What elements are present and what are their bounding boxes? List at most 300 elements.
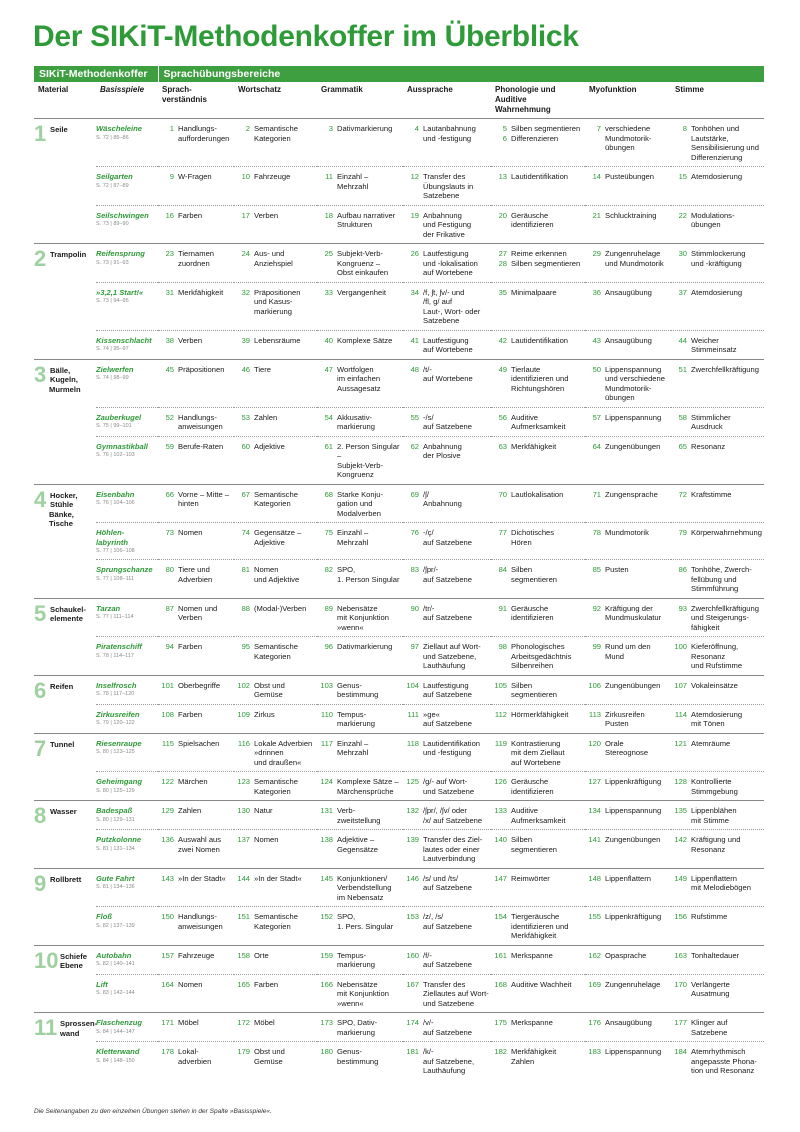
exercise <box>234 442 317 452</box>
exercise-cell <box>317 974 403 1013</box>
game-cell <box>96 436 158 484</box>
material-name: Seile <box>50 125 68 134</box>
exercise-cell <box>317 704 403 733</box>
exercise-number: 106 <box>588 680 602 690</box>
material-number: 10 <box>34 947 59 973</box>
exercise-text: Obst und Gemüse <box>254 680 285 699</box>
exercise-number: 126 <box>494 777 508 786</box>
exercise-cell <box>403 407 491 436</box>
exercise <box>491 835 585 854</box>
exercise <box>317 681 403 700</box>
exercise <box>234 1018 317 1028</box>
game-name: Lift <box>96 979 108 989</box>
exercise-text: Tempus- markierung <box>337 709 375 728</box>
exercise-cell <box>403 523 491 560</box>
exercise-number: 142 <box>674 835 688 844</box>
exercise-cell <box>585 436 671 484</box>
exercise-number: 51 <box>678 364 688 374</box>
exercise-number: 130 <box>237 806 251 815</box>
exercise-cell <box>671 282 764 330</box>
game-cell <box>96 974 158 1013</box>
exercise-cell <box>491 637 585 676</box>
exercise <box>158 211 234 221</box>
exercise-text: Auswahl aus zwei Nomen <box>178 835 222 854</box>
exercise <box>491 912 585 941</box>
material-cell <box>34 244 96 360</box>
exercise-number: 44 <box>678 335 688 345</box>
exercise <box>671 874 764 893</box>
game-cell <box>96 868 158 907</box>
game-name: Geheimgang <box>96 777 142 786</box>
exercise <box>234 642 317 661</box>
game-name: Seilgarten <box>96 172 133 181</box>
exercise-number: 176 <box>588 1018 602 1027</box>
material-name: Wasser <box>50 807 77 816</box>
exercise-text: Subjekt-Verb- Kongruenz – Obst einkaufen <box>337 249 389 277</box>
exercise-text: Ansaugübung <box>605 335 652 345</box>
exercise <box>317 124 403 134</box>
exercise <box>671 365 764 375</box>
exercise <box>585 124 671 153</box>
exercise-text: Lippenblähen mit Stimme <box>691 806 737 825</box>
exercise-text: Auditive Wachheit <box>511 979 572 989</box>
exercise-number: 132 <box>406 806 420 815</box>
exercise-cell <box>403 330 491 359</box>
exercise <box>158 1018 234 1028</box>
exercise-text: Möbel <box>178 1018 199 1027</box>
material-number: 6 <box>34 677 47 703</box>
exercise-text: Einzahl – Mehrzahl <box>337 528 369 547</box>
exercise <box>403 835 491 864</box>
exercise-cell <box>158 436 234 484</box>
exercise-number: 45 <box>165 364 175 374</box>
exercise-cell <box>671 945 764 974</box>
game-name: Floß <box>96 912 113 921</box>
exercise <box>234 874 317 884</box>
exercise <box>585 565 671 575</box>
exercise-number: 19 <box>410 210 420 220</box>
exercise-text: Minimalpaare <box>511 287 557 297</box>
exercise-number: 165 <box>237 979 251 989</box>
exercise-text: Zungenübungen <box>605 680 661 690</box>
exercise-text: Merkspanne <box>511 1018 553 1027</box>
exercise <box>317 642 403 652</box>
exercise-text: Verben <box>254 210 279 220</box>
game-pages: S. 75 | 99–101 <box>96 423 132 429</box>
exercise-cell <box>585 945 671 974</box>
exercise-cell <box>234 359 317 407</box>
exercise-text: SPO, 1. Pers. Singular <box>337 912 394 931</box>
game-cell <box>96 244 158 283</box>
exercise-text: Möbel <box>254 1018 275 1027</box>
exercise-number: 33 <box>324 287 334 297</box>
exercise-cell <box>671 868 764 907</box>
exercise-cell <box>585 801 671 830</box>
material-name: Bälle, Kugeln, Murmeln <box>49 365 81 394</box>
exercise-text: Lokale Adverbien »drinnen und draußen« <box>254 738 313 767</box>
exercise-number: 184 <box>674 1047 688 1056</box>
exercise-text: Dativmarkierung <box>337 124 393 133</box>
exercise-cell <box>234 637 317 676</box>
exercise-cell <box>234 704 317 733</box>
game-name: Flaschenzug <box>96 1018 142 1027</box>
table-row <box>34 523 764 560</box>
exercise-cell <box>491 945 585 974</box>
exercise <box>585 1047 671 1057</box>
exercise <box>158 710 234 720</box>
exercise-number: 91 <box>498 603 508 613</box>
exercise-number: 38 <box>165 335 175 345</box>
exercise-number: 98 <box>498 642 508 651</box>
exercise-text: Merkfähigkeit <box>511 441 557 451</box>
exercise-cell <box>158 484 234 523</box>
exercise-cell <box>234 1042 317 1080</box>
exercise-text: Lautlokalisation <box>511 489 564 499</box>
exercise-number: 119 <box>494 738 508 748</box>
exercise-number: 148 <box>588 873 602 883</box>
exercise-number: 11 <box>325 172 334 181</box>
exercise-cell <box>585 733 671 772</box>
exercise <box>317 490 403 519</box>
exercise <box>585 249 671 268</box>
exercise-number: 68 <box>324 489 334 499</box>
exercise-number: 122 <box>161 777 175 786</box>
exercise-cell <box>317 436 403 484</box>
exercise <box>671 912 764 922</box>
exercise-text: Ansaugübung <box>605 287 652 297</box>
exercise-number: 180 <box>320 1047 334 1056</box>
exercise-text: W-Fragen <box>178 172 212 181</box>
exercise-cell <box>403 733 491 772</box>
exercise-cell <box>158 119 234 167</box>
exercise-cell <box>491 733 585 772</box>
exercise-text: Wortfolgen im einfachen Aussagesatz <box>337 364 381 393</box>
column-header: Basisspiele <box>96 82 158 119</box>
exercise-cell <box>671 523 764 560</box>
exercise-cell <box>403 167 491 206</box>
exercise-text: Zungenruhelage <box>605 979 661 989</box>
exercise <box>491 739 585 768</box>
exercise-text: Präpositionen <box>178 364 225 374</box>
exercise <box>158 604 234 623</box>
game-cell <box>96 598 158 637</box>
exercise-text: Handlungs- anweisungen <box>178 912 223 931</box>
exercise <box>234 565 317 584</box>
game-cell <box>96 119 158 167</box>
exercise-cell <box>585 560 671 599</box>
exercise <box>317 604 403 633</box>
exercise-number: 50 <box>592 364 602 374</box>
exercise-number: 154 <box>494 912 508 921</box>
exercise-number: 12 <box>410 172 420 181</box>
table-row <box>34 907 764 946</box>
exercise-number: 170 <box>674 979 688 989</box>
exercise-number: 58 <box>678 412 688 422</box>
exercise <box>491 642 585 671</box>
game-name: Gute Fahrt <box>96 873 135 883</box>
exercise-number: 175 <box>494 1018 508 1027</box>
exercise-number: 71 <box>592 489 602 499</box>
exercise <box>585 681 671 691</box>
exercise-text: -/s/ auf Satzebene <box>423 412 472 431</box>
exercise-cell <box>585 330 671 359</box>
exercise-text: Komplexe Sätze <box>337 335 393 345</box>
exercise-text: Zwerchfellkräftigung und Steigerungs- fähigkeit <box>691 603 759 632</box>
exercise-cell <box>585 484 671 523</box>
game-name: Piratenschiff <box>96 642 142 651</box>
exercise <box>491 172 585 182</box>
material-number: 1 <box>34 121 47 146</box>
exercise-cell <box>491 830 585 869</box>
exercise-text: Einzahl – Mehrzahl <box>337 172 369 191</box>
exercise <box>403 565 491 584</box>
exercise-text: Auditive Aufmerksamkeit <box>511 412 566 431</box>
exercise-cell <box>671 167 764 206</box>
material-number: 11 <box>34 1015 58 1040</box>
exercise-number: 69 <box>410 489 420 499</box>
exercise-number: 56 <box>498 412 508 422</box>
exercise-cell <box>158 801 234 830</box>
exercise <box>403 912 491 931</box>
exercise <box>671 739 764 749</box>
exercise <box>158 912 234 931</box>
exercise <box>491 980 585 990</box>
exercise-number: 25 <box>324 249 334 258</box>
exercise <box>671 249 764 268</box>
game-pages: S. 73 | 91–93 <box>96 259 129 266</box>
game-pages: S. 78 | 114–117 <box>96 652 134 659</box>
exercise-text: verschiedene Mundmotorik- übungen <box>605 124 652 152</box>
exercise <box>234 681 317 700</box>
exercise-cell <box>158 359 234 407</box>
exercise <box>491 413 585 432</box>
exercise <box>158 980 234 990</box>
exercise-number: 7 <box>596 124 602 133</box>
exercise-cell <box>671 907 764 946</box>
exercise-number: 168 <box>494 979 508 989</box>
exercise-cell <box>234 484 317 523</box>
game-name: Putzkolonne <box>96 835 142 844</box>
exercise <box>585 710 671 729</box>
exercise-number: 96 <box>324 642 334 651</box>
exercise-cell <box>158 523 234 560</box>
exercise-number: 83 <box>410 565 420 574</box>
exercise-text: Ziellaut auf Wort- und Satzebene, Lauthäufung <box>423 642 481 670</box>
exercise-text: Lippenspannung <box>605 412 662 422</box>
game-pages: S. 73 | 94–95 <box>96 298 129 304</box>
exercise-text: Fahrzeuge <box>178 950 215 960</box>
exercise <box>491 565 585 584</box>
exercise-number: 26 <box>410 249 420 258</box>
exercise <box>403 806 491 825</box>
exercise-number: 81 <box>241 565 251 574</box>
exercise-text: Differenzieren <box>511 133 559 143</box>
column-header: Sprach- verständnis <box>158 82 234 119</box>
exercise-number: 97 <box>410 642 420 651</box>
column-header: Phonologie und Auditive Wahrnehmung <box>491 82 585 119</box>
exercise <box>491 211 585 230</box>
exercise-text: Konjunktionen/ Verbendstellung im Nebensatz <box>337 873 392 902</box>
exercise <box>317 835 403 854</box>
exercise-cell <box>234 907 317 946</box>
header-band-left: SIKiT-Methodenkoffer <box>34 66 158 82</box>
exercise-number: 177 <box>674 1018 688 1027</box>
exercise <box>491 710 585 720</box>
exercise <box>158 528 234 538</box>
exercise-number: 3 <box>328 124 334 133</box>
exercise-text: Weicher Stimmeinsatz <box>691 335 737 354</box>
exercise-cell <box>491 244 585 283</box>
exercise-cell <box>317 330 403 359</box>
material-name: Hocker, Stühle Bänke, Tische <box>49 490 78 528</box>
table-row <box>34 1042 764 1080</box>
exercise <box>403 1047 491 1076</box>
exercise <box>491 490 585 500</box>
game-name: Zauberkugel <box>96 412 142 422</box>
exercise-number: 162 <box>588 950 602 960</box>
exercise-number: 65 <box>678 441 688 451</box>
exercise <box>158 249 234 268</box>
exercise-cell <box>317 484 403 523</box>
exercise-number: 150 <box>161 912 175 921</box>
material-name: Tunnel <box>50 739 75 749</box>
game-pages: S. 74 | 95–97 <box>96 346 129 352</box>
exercise-text: Tonhöhe, Zwerch- fellübung und Stimmführung <box>691 565 752 593</box>
game-name: Seilschwingen <box>96 210 149 220</box>
column-header: Wortschatz <box>234 82 317 119</box>
exercise-text: Nomen <box>178 528 203 537</box>
exercise-number: 77 <box>498 528 508 537</box>
exercise-text: Tempus- markierung <box>337 950 375 969</box>
exercise-text: Lippenkräftigung <box>605 777 662 786</box>
exercise-cell <box>234 436 317 484</box>
exercise <box>317 874 403 903</box>
exercise-text: Lokal- adverbien <box>178 1047 212 1066</box>
exercise-cell <box>317 733 403 772</box>
exercise-text: Handlungs- anweisungen <box>178 412 223 431</box>
exercise-number: 66 <box>165 489 175 499</box>
exercise <box>585 806 671 816</box>
exercise-number: 109 <box>237 709 251 719</box>
exercise-number: 135 <box>674 806 688 815</box>
exercise-number: 111 <box>407 709 420 719</box>
exercise <box>403 124 491 143</box>
exercise-text: Kontrastierung mit dem Ziellaut auf Wortebene <box>511 738 565 767</box>
exercise-number: 80 <box>165 565 175 574</box>
exercise <box>158 1047 234 1066</box>
exercise-cell <box>671 359 764 407</box>
exercise-cell <box>491 119 585 167</box>
exercise-text: Lautfestigung und -lokalisation auf Wortebene <box>423 249 478 277</box>
exercise-number: 36 <box>592 287 602 297</box>
exercise-text: Atemdosierung <box>691 287 743 297</box>
material-name: Rollbrett <box>50 874 82 884</box>
exercise <box>585 642 671 661</box>
exercise-number: 74 <box>241 528 251 537</box>
exercise-number: 2 <box>245 124 251 133</box>
exercise-cell <box>403 772 491 801</box>
material-number: 4 <box>34 486 47 512</box>
exercise-cell <box>158 205 234 244</box>
table-row <box>34 974 764 1013</box>
game-pages: S. 72 | 85–86 <box>96 134 129 141</box>
game-pages: S. 76 | 104–106 <box>96 500 135 506</box>
exercise-cell <box>491 1042 585 1080</box>
exercise-text: Tiere <box>254 364 272 374</box>
exercise <box>158 951 234 961</box>
exercise-text: /f/- auf Satzebene <box>423 950 472 969</box>
exercise-number: 159 <box>320 950 334 960</box>
exercise-number: 48 <box>410 364 420 374</box>
exercise <box>403 413 491 432</box>
exercise-number: 173 <box>320 1018 334 1027</box>
exercise-cell <box>317 523 403 560</box>
exercise-number: 123 <box>237 777 251 786</box>
table-row <box>34 733 764 772</box>
exercise-cell <box>403 801 491 830</box>
exercise-number: 88 <box>241 603 251 613</box>
exercise-cell <box>671 407 764 436</box>
exercise-text: Lautfestigung auf Wortebene <box>423 335 473 354</box>
game-cell <box>96 282 158 330</box>
exercise-cell <box>403 868 491 907</box>
exercise-text: Lautidentifikation <box>511 335 569 345</box>
exercise-cell <box>158 407 234 436</box>
exercise-cell <box>491 801 585 830</box>
table-row <box>34 704 764 733</box>
exercise-cell <box>158 830 234 869</box>
exercise-cell <box>158 1013 234 1042</box>
exercise-cell <box>158 772 234 801</box>
game-pages: S. 84 | 148–150 <box>96 1057 135 1064</box>
exercise <box>234 777 317 796</box>
exercise-text: Atemräume <box>691 738 731 748</box>
exercise <box>671 835 764 854</box>
exercise-text: Anbahnung der Plosive <box>423 441 462 460</box>
exercise-number: 76 <box>410 528 420 537</box>
exercise <box>158 336 234 346</box>
exercise <box>491 124 585 134</box>
exercise <box>585 874 671 884</box>
exercise <box>491 336 585 346</box>
exercise-text: Verben <box>178 335 203 345</box>
exercise-number: 93 <box>678 603 688 613</box>
exercise <box>585 777 671 787</box>
exercise <box>671 288 764 298</box>
exercise-cell <box>491 407 585 436</box>
exercise-number: 158 <box>237 950 251 960</box>
game-name: Eisenbahn <box>96 489 135 499</box>
exercise-text: Pusteübungen <box>605 172 654 181</box>
exercise <box>585 211 671 221</box>
exercise <box>158 365 234 375</box>
exercise <box>585 604 671 623</box>
exercise-text: Merkspanne <box>511 950 553 960</box>
exercise <box>585 490 671 500</box>
exercise-number: 104 <box>406 680 420 690</box>
exercise-text: Stimmlicher Ausdruck <box>691 412 731 431</box>
exercise <box>403 681 491 700</box>
exercise <box>234 288 317 317</box>
exercise-number: 166 <box>320 979 334 989</box>
exercise <box>317 413 403 432</box>
exercise-number: 8 <box>682 124 688 133</box>
exercise-text: /tr/- auf Satzebene <box>423 603 472 622</box>
exercise <box>317 442 403 480</box>
exercise-number: 101 <box>161 680 175 690</box>
exercise <box>671 710 764 729</box>
exercise-cell <box>491 205 585 244</box>
